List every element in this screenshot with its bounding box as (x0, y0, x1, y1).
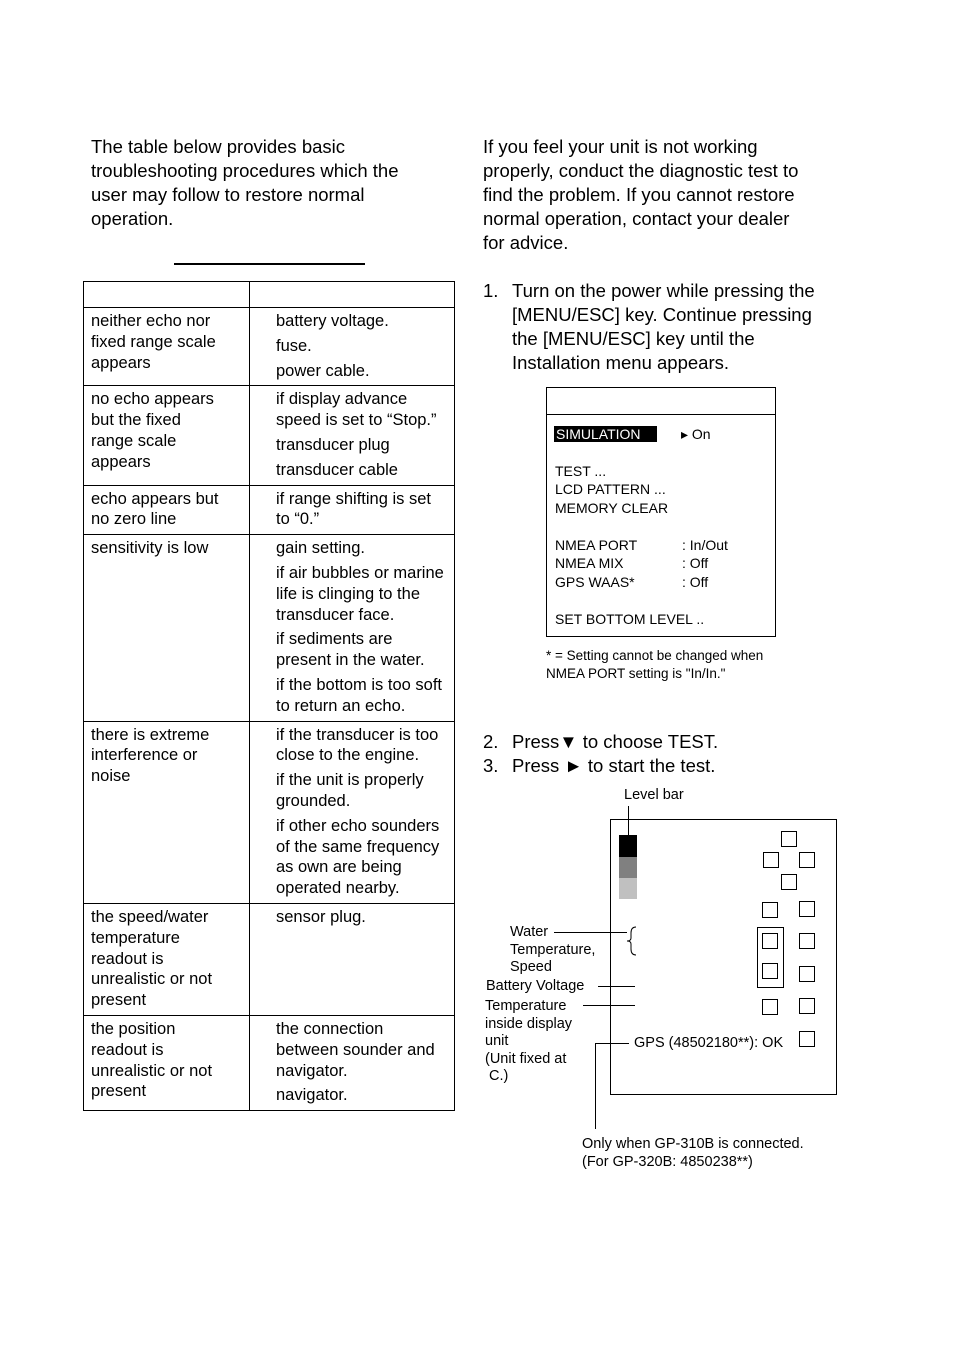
table-row (84, 535, 455, 721)
symptom-line: present (91, 1082, 147, 1101)
remedy-item (276, 1019, 450, 1081)
remedy-line: if other echo sounders (276, 816, 440, 835)
key-indicator (762, 933, 778, 949)
remedy-line: if air bubbles or marine (276, 563, 444, 582)
step-2 (483, 730, 718, 754)
remedy-line: if range shifting is set (276, 489, 431, 508)
symptom-line: readout is (91, 1040, 164, 1059)
text-line: operation. (91, 208, 174, 229)
remedy-cell (250, 485, 455, 535)
symptom-cell (84, 535, 250, 721)
temp-inside-leader (583, 1005, 635, 1006)
step-1 (483, 279, 815, 375)
step-number: 1. (483, 280, 499, 301)
remedy-line: if display advance (276, 390, 408, 409)
remedy-item (276, 770, 450, 812)
brace-icon (626, 926, 638, 956)
battery-voltage-label: Battery Voltage (486, 978, 585, 994)
text-line: properly, conduct the diagnostic test to (483, 160, 799, 181)
menu-gps-waas-value: : Off (682, 574, 709, 590)
step-text: Press▼ to choose TEST. (512, 731, 719, 752)
symptom-line: fixed range scale (91, 332, 216, 351)
remedy-line: gain setting. (276, 539, 365, 558)
table-header-row (84, 282, 455, 308)
remedy-item (276, 311, 450, 332)
remedy-line: fuse. (276, 336, 312, 355)
text-line: If you feel your unit is not working (483, 136, 758, 157)
table-row (84, 721, 455, 903)
remedy-line: battery voltage. (276, 312, 389, 330)
table-row (84, 485, 455, 535)
symptom-cell (84, 386, 250, 485)
remedy-cell (250, 721, 455, 903)
symptom-line: temperature (91, 928, 180, 947)
remedy-line: navigator. (276, 1061, 348, 1080)
text-line: for advice. (483, 232, 569, 253)
text-line: Installation menu appears. (512, 352, 729, 373)
key-indicator (799, 933, 815, 949)
header-cell-remedy (250, 282, 455, 308)
header-cell-symptom (84, 282, 250, 308)
text-line: normal operation, contact your dealer (483, 208, 790, 229)
symptom-line: interference or (91, 746, 198, 765)
menu-item-nmea-port: NMEA PORT (555, 537, 638, 553)
water-temp-label: Water Temperature, Speed (510, 924, 596, 975)
intro-paragraph-right (483, 135, 798, 255)
menu-item-test: TEST ... (555, 463, 607, 479)
table-row (84, 308, 455, 386)
level-bar-black (619, 835, 637, 857)
table-row (84, 1015, 455, 1110)
temp-inside-label: Temperature inside display unit (Unit fixed at C.) (485, 998, 573, 1084)
level-bar-label: Level bar (624, 787, 684, 803)
symptom-cell (84, 485, 250, 535)
remedy-item (276, 725, 450, 767)
key-indicator (762, 963, 778, 979)
remedy-line: navigator. (276, 1086, 348, 1105)
key-indicator (799, 901, 815, 917)
key-indicator (799, 852, 815, 868)
remedy-line: transducer cable (276, 460, 398, 479)
symptom-line: no zero line (91, 510, 177, 529)
remedy-item (276, 629, 450, 671)
remedy-item (276, 489, 450, 531)
level-bar-gray (619, 857, 637, 878)
remedy-line: close to the engine. (276, 746, 420, 765)
symptom-line: range scale (91, 431, 177, 450)
remedy-item (276, 538, 450, 559)
remedy-item (276, 816, 450, 899)
remedy-line: if sediments are (276, 630, 393, 649)
remedy-item (276, 1085, 450, 1106)
remedy-cell (250, 386, 455, 485)
intro-paragraph-left (91, 135, 399, 231)
remedy-line: as own are being (276, 858, 402, 877)
remedy-line: sensor plug. (276, 907, 366, 926)
remedy-item (276, 675, 450, 717)
table-row (84, 386, 455, 485)
remedy-cell (250, 308, 455, 386)
remedy-line: between sounder and (276, 1040, 435, 1059)
table-row (84, 903, 455, 1015)
remedy-cell (250, 1015, 455, 1110)
symptom-line: echo appears but (91, 489, 219, 508)
menu-item-nmea-mix: NMEA MIX (555, 555, 624, 571)
table-title-underline (174, 263, 365, 265)
text-line: the [MENU/ESC] key until the (512, 328, 755, 349)
remedy-cell (250, 903, 455, 1015)
key-indicator (781, 831, 797, 847)
symptom-line: noise (91, 767, 131, 786)
menu-item-memory-clear: MEMORY CLEAR (555, 500, 669, 516)
remedy-item (276, 460, 450, 481)
key-indicator (781, 874, 797, 890)
key-indicator (762, 999, 778, 1015)
remedy-cell (250, 535, 455, 721)
gps-leader-h (595, 1043, 629, 1044)
text-line: find the problem. If you cannot restore (483, 184, 795, 205)
symptom-cell (84, 721, 250, 903)
menu-nmea-port-value: : In/Out (682, 537, 728, 553)
symptom-line: unrealistic or not (91, 1061, 213, 1080)
remedy-line: transducer face. (276, 605, 395, 624)
symptom-line: readout is (91, 949, 164, 968)
step-number: 2. (483, 731, 499, 752)
symptom-cell (84, 903, 250, 1015)
remedy-line: speed is set to “Stop.” (276, 411, 437, 430)
remedy-line: power cable. (276, 361, 370, 380)
menu-item-lcd-pattern: LCD PATTERN ... (555, 481, 666, 497)
remedy-line: if the transducer is too (276, 725, 439, 744)
remedy-line: present in the water. (276, 651, 425, 670)
troubleshooting-table (83, 281, 455, 1111)
remedy-item (276, 389, 450, 431)
gps-status-line: GPS (48502180**): OK (634, 1035, 784, 1051)
remedy-line: if the unit is properly (276, 771, 424, 790)
text-line: user may follow to restore normal (91, 184, 365, 205)
text-line: troubleshooting procedures which the (91, 160, 399, 181)
step-text: Press ► to start the test. (512, 755, 716, 776)
step-number: 3. (483, 755, 499, 776)
remedy-line: to return an echo. (276, 696, 406, 715)
menu-nmea-mix-value: : Off (682, 555, 709, 571)
symptom-line: no echo appears (91, 390, 214, 409)
symptom-cell (84, 1015, 250, 1110)
remedy-item (276, 361, 450, 382)
menu-title-bar (547, 388, 775, 415)
symptom-line: appears (91, 452, 151, 471)
remedy-line: the connection (276, 1019, 384, 1038)
symptom-line: but the fixed (91, 411, 181, 430)
remedy-line: of the same frequency (276, 837, 440, 856)
symptom-cell (84, 308, 250, 386)
key-indicator (799, 998, 815, 1014)
menu-item-set-bottom-level: SET BOTTOM LEVEL .. (555, 611, 705, 627)
menu-footnote: * = Setting cannot be changed when NMEA PORT setting is "In/In." (546, 648, 764, 681)
menu-item-gps-waas: GPS WAAS* (555, 574, 635, 590)
battery-voltage-leader (598, 986, 635, 987)
step-3 (483, 754, 715, 778)
symptom-line: the speed/water (91, 907, 209, 926)
key-indicator (799, 1031, 815, 1047)
remedy-item (276, 563, 450, 625)
symptom-line: present (91, 991, 147, 1010)
symptom-line: sensitivity is low (91, 539, 209, 558)
symptom-line: there is extreme (91, 725, 210, 744)
gps-leader-v (595, 1043, 596, 1129)
remedy-line: life is clinging to the (276, 584, 420, 603)
key-indicator (763, 852, 779, 868)
symptom-line: appears (91, 353, 151, 372)
remedy-line: operated nearby. (276, 879, 400, 898)
remedy-item (276, 907, 450, 928)
symptom-line: neither echo nor (91, 312, 211, 330)
key-indicator (799, 966, 815, 982)
remedy-line: transducer plug (276, 435, 390, 454)
menu-item-simulation: SIMULATION (554, 426, 657, 442)
water-temp-leader (554, 932, 627, 933)
symptom-line: unrealistic or not (91, 970, 213, 989)
remedy-line: grounded. (276, 791, 351, 810)
menu-simulation-value: ▸ On (681, 426, 711, 442)
text-line: Turn on the power while pressing the (512, 280, 815, 301)
gps-footnote: Only when GP-310B is connected. (For GP-320B: 4850238**) (582, 1136, 804, 1170)
text-line: [MENU/ESC] key. Continue pressing (512, 304, 812, 325)
text-line: The table below provides basic (91, 136, 346, 157)
remedy-line: to “0.” (276, 510, 320, 529)
symptom-line: the position (91, 1019, 176, 1038)
key-indicator (762, 902, 778, 918)
remedy-line: if the bottom is too soft (276, 675, 442, 694)
remedy-item (276, 336, 450, 357)
level-bar-light (619, 878, 637, 899)
remedy-item (276, 435, 450, 456)
step-text (512, 279, 815, 375)
